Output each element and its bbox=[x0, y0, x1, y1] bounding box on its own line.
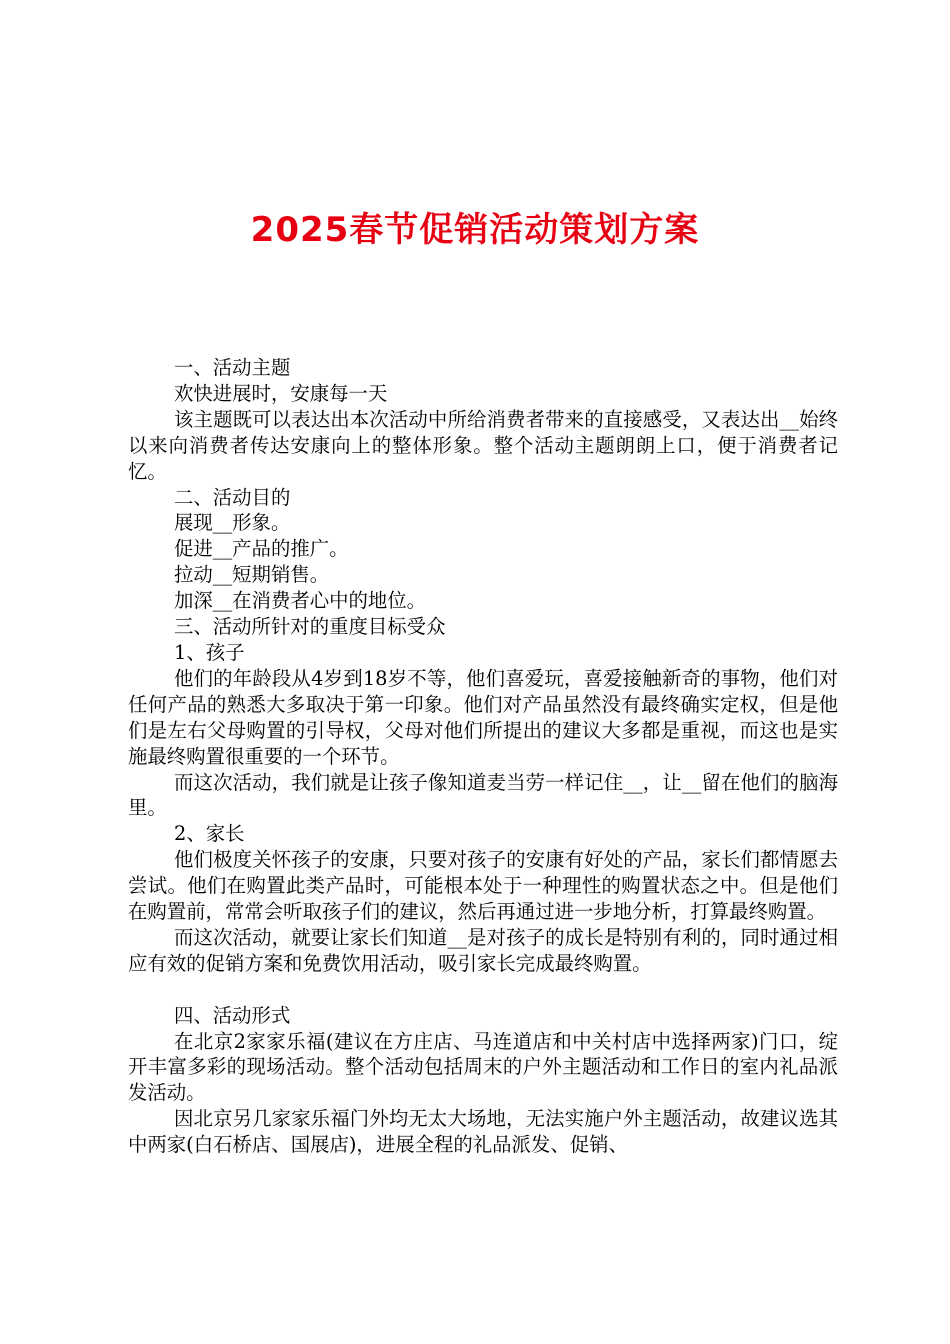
section-heading-format: 四、活动形式 bbox=[174, 1003, 291, 1027]
section-heading-purpose: 二、活动目的 bbox=[174, 485, 291, 509]
list-item: 拉动__短期销售。 bbox=[174, 563, 330, 587]
blank-line bbox=[128, 977, 838, 1003]
paragraph: 而这次活动，就要让家长们知道__是对孩子的成长是特别有利的，同时通过相应有效的促销方案和免费饮用活动，吸引家长完成最终购置。 bbox=[128, 925, 838, 975]
document-body bbox=[128, 355, 838, 1158]
subheading-children: 1、孩子 bbox=[174, 640, 245, 664]
section-heading-theme: 一、活动主题 bbox=[174, 356, 291, 379]
list-item: 促进__产品的推广。 bbox=[174, 537, 349, 561]
list-item: 展现__形象。 bbox=[174, 511, 291, 535]
document-title: 2025春节促销活动策划方案 bbox=[250, 210, 700, 250]
paragraph: 在北京2家家乐福(建议在方庄店、马连道店和中关村店中选择两家)门口，绽开丰富多彩的现场活动。整个活动包括周末的户外主题活动和工作日的室内礼品派发活动。 bbox=[128, 1029, 838, 1105]
paragraph: 他们的年龄段从4岁到18岁不等，他们喜爱玩，喜爱接触新奇的事物，他们对任何产品的熟悉大多取决于第一印象。他们对产品虽然没有最终确实定权，但是他们是左右父母购置的引导权，父母对他们所提出的建议大多都是重视，而这也是实施最终购置很重要的一个环节。 bbox=[128, 666, 838, 768]
list-item: 加深__在消费者心中的地位。 bbox=[174, 589, 427, 613]
paragraph: 因北京另几家家乐福门外均无太大场地，无法实施户外主题活动，故建议选其中两家(白石桥店、国展店)，进展全程的礼品派发、促销、 bbox=[128, 1107, 838, 1157]
subheading-parents: 2、家长 bbox=[174, 822, 245, 846]
paragraph: 他们极度关怀孩子的安康，只要对孩子的安康有好处的产品，家长们都情愿去尝试。他们在购置此类产品时，可能根本处于一种理性的购置状态之中。但是他们在购置前，常常会听取孩子们的建议，然后再通过进一步地分析，打算最终购置。 bbox=[128, 848, 838, 924]
section-heading-audience: 三、活动所针对的重度目标受众 bbox=[174, 615, 446, 639]
paragraph: 而这次活动，我们就是让孩子像知道麦当劳一样记住__，让__留在他们的脑海里。 bbox=[128, 770, 838, 820]
paragraph: 该主题既可以表达出本次活动中所给消费者带来的直接感受，又表达出__始终以来向消费者传达安康向上的整体形象。整个活动主题朗朗上口，便于消费者记忆。 bbox=[128, 407, 838, 483]
theme-slogan: 欢快进展时，安康每一天 bbox=[174, 381, 388, 405]
